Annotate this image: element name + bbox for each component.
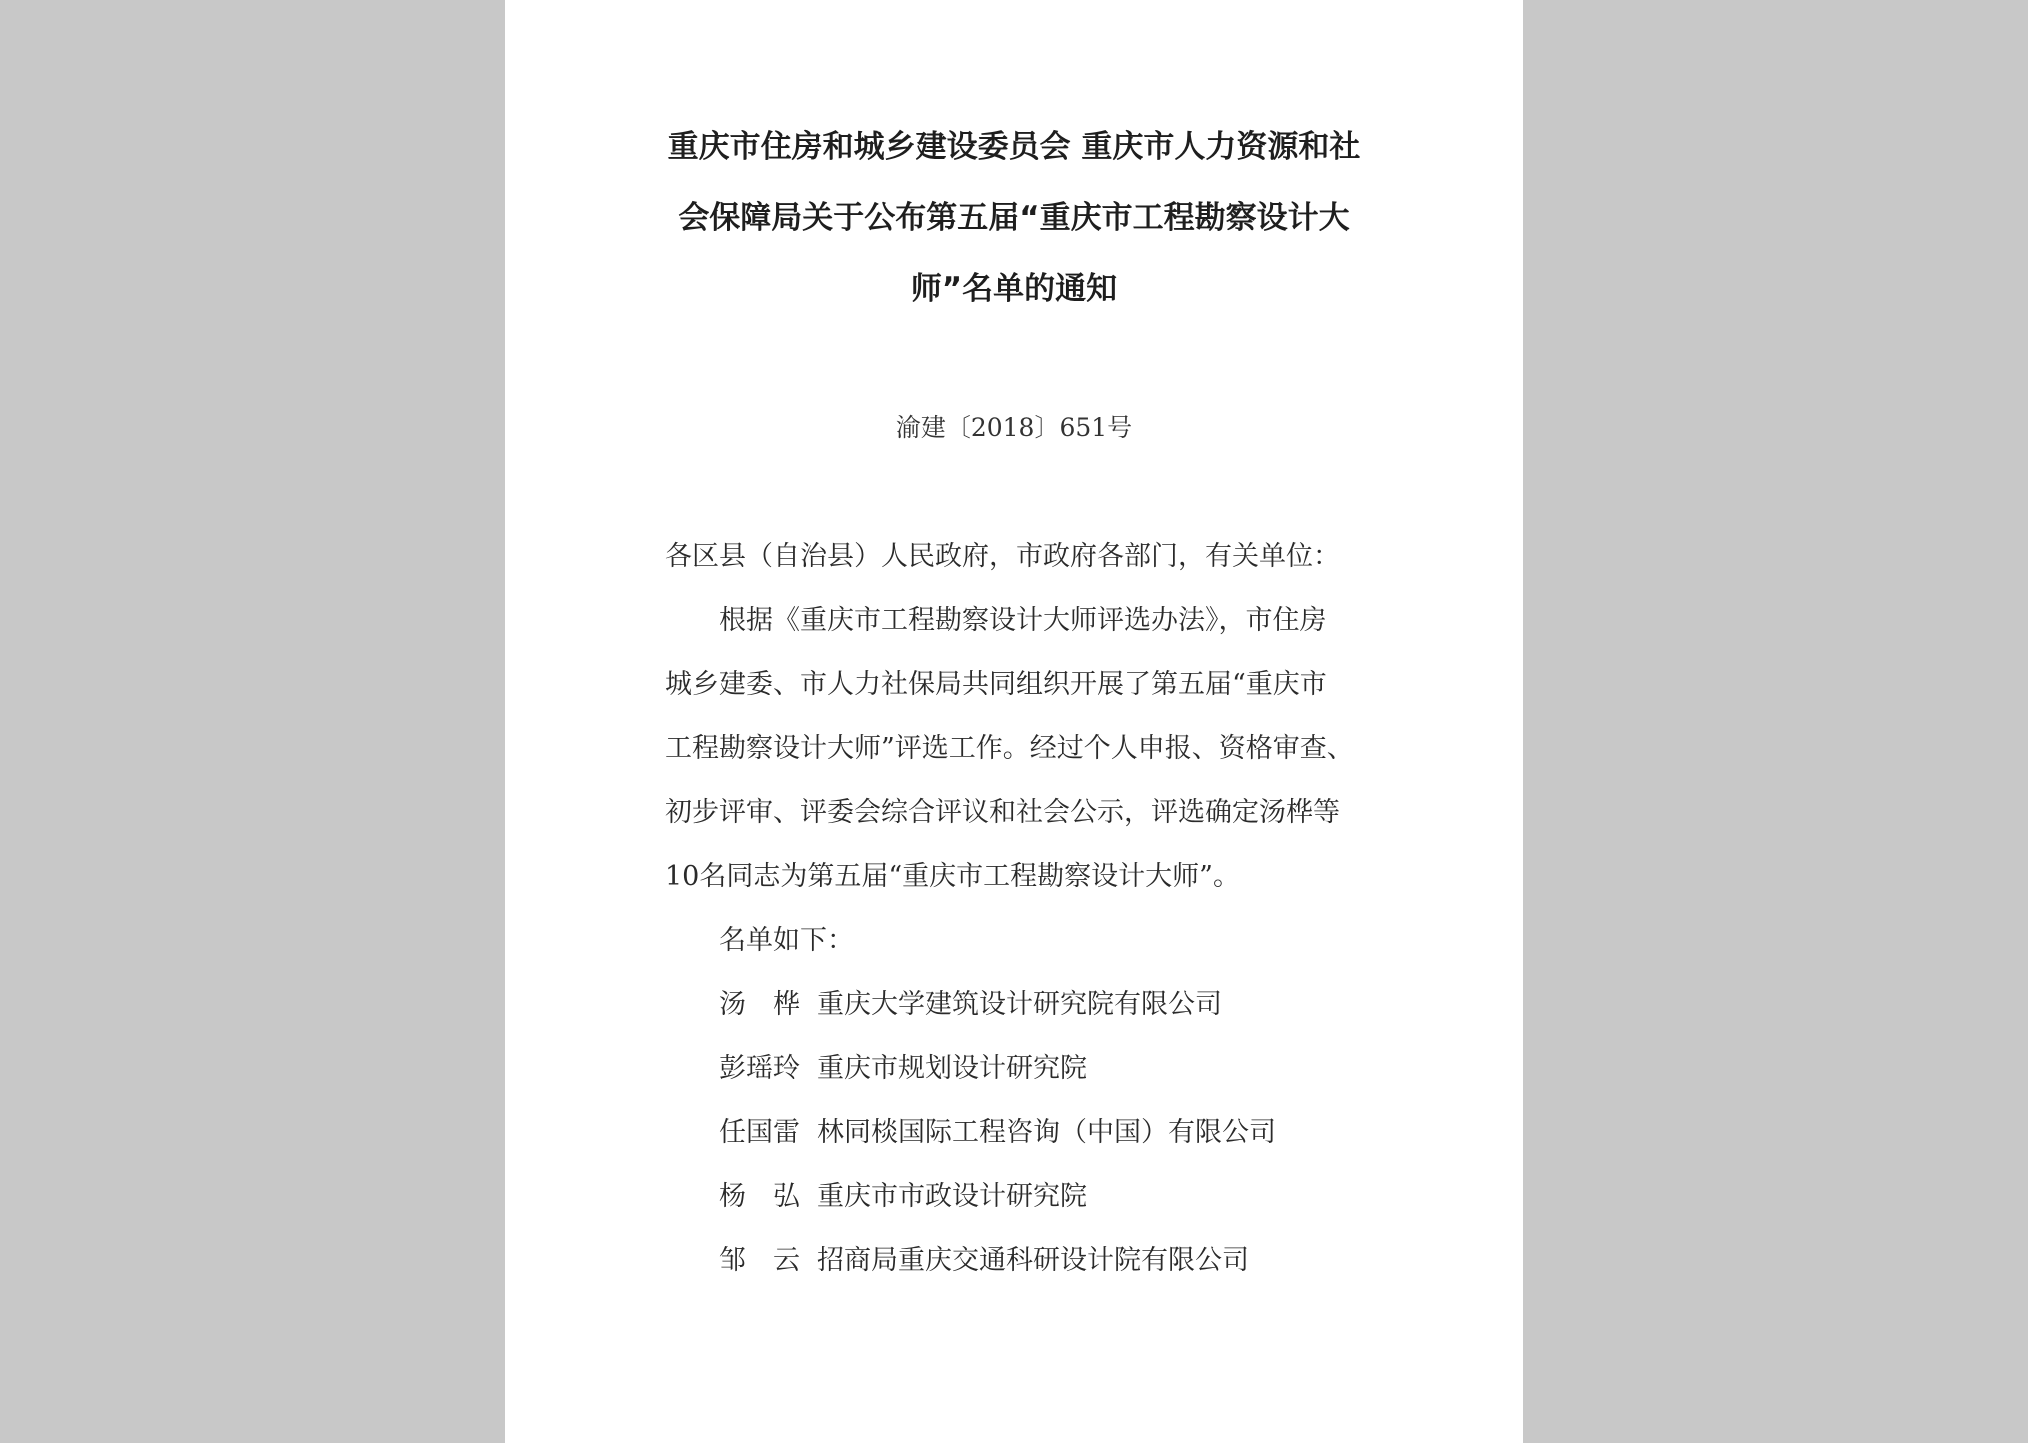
document-number: 渝建〔2018〕651号 <box>895 413 1133 442</box>
person-organization: 重庆大学建筑设计研究院有限公司 <box>817 989 1222 1020</box>
list-item <box>665 1037 1365 1101</box>
person-organization: 招商局重庆交通科研设计院有限公司 <box>817 1245 1249 1276</box>
salutation: 各区县（自治县）人民政府，市政府各部门，有关单位： <box>665 541 1340 572</box>
list-item <box>665 1229 1365 1293</box>
person-organization: 重庆市市政设计研究院 <box>817 1181 1087 1212</box>
person-name: 汤 桦 <box>719 989 800 1020</box>
paragraph-line: 10名同志为第五届“重庆市工程勘察设计大师”。 <box>665 861 1240 892</box>
paragraph-line: 初步评审、评委会综合评议和社会公示，评选确定汤桦等 <box>665 797 1340 828</box>
person-organization: 林同棪国际工程咨询（中国）有限公司 <box>817 1117 1276 1148</box>
person-organization: 重庆市规划设计研究院 <box>817 1053 1087 1084</box>
paragraph-line: 根据《重庆市工程勘察设计大师评选办法》，市住房 <box>719 605 1327 636</box>
title-line: 会保障局关于公布第五届“重庆市工程勘察设计大 <box>678 200 1350 236</box>
person-name: 彭瑶玲 <box>719 1053 800 1084</box>
title-line: 师”名单的通知 <box>910 271 1118 307</box>
person-name: 邹 云 <box>719 1245 800 1276</box>
paragraph-line: 工程勘察设计大师”评选工作。经过个人申报、资格审查、 <box>665 733 1354 764</box>
document-page <box>505 0 1523 1443</box>
list-intro: 名单如下： <box>719 925 854 956</box>
title-line: 重庆市住房和城乡建设委员会 重庆市人力资源和社 <box>667 129 1361 165</box>
list-item <box>665 1101 1365 1165</box>
document-body <box>665 525 1365 1293</box>
list-item <box>665 1165 1365 1229</box>
person-name: 杨 弘 <box>719 1181 800 1212</box>
list-item <box>665 973 1365 1037</box>
document-title <box>505 112 1523 325</box>
person-name: 任国雷 <box>719 1117 800 1148</box>
paragraph-line: 城乡建委、市人力社保局共同组织开展了第五届“重庆市 <box>665 669 1327 700</box>
